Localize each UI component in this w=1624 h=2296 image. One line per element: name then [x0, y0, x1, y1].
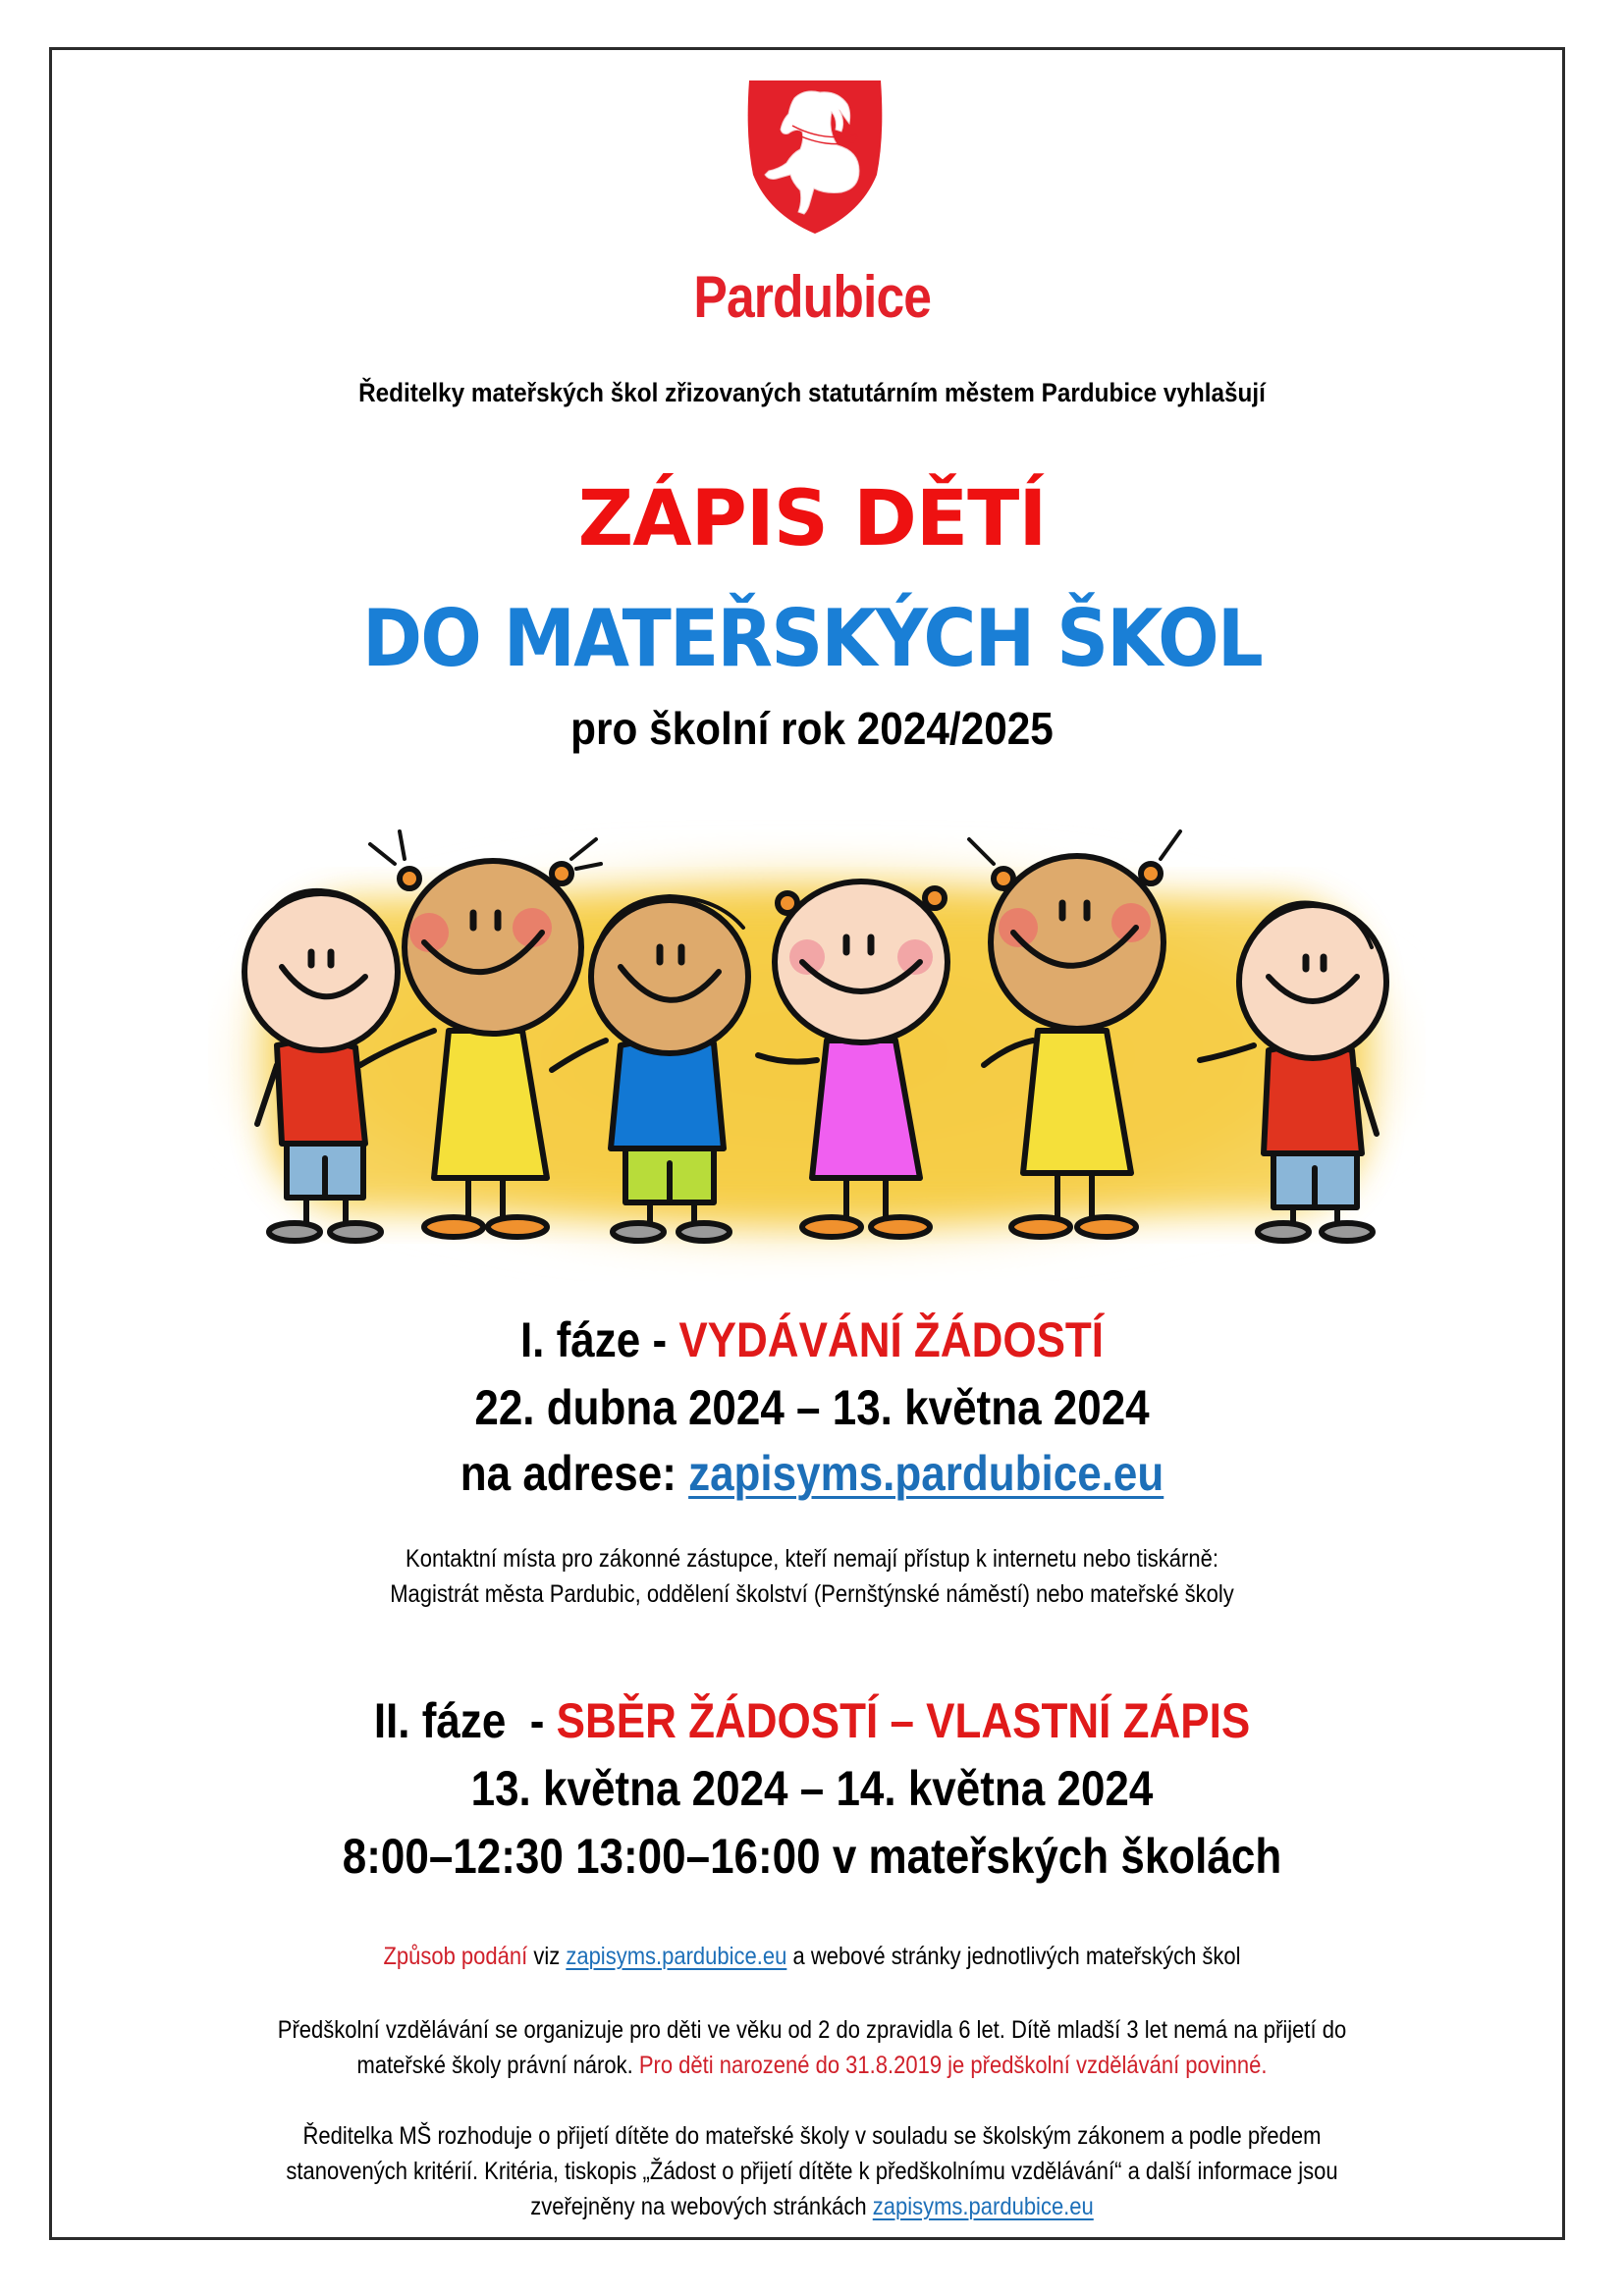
phase-2-label: II. fáze -: [373, 1693, 557, 1748]
phase-1-heading: [97, 1311, 1527, 1368]
children-illustration: [208, 820, 1426, 1281]
phase-2-dates: 13. května 2024 – 14. května 2024: [470, 1761, 1154, 1816]
school-year-subtitle: pro školní rok 2024/2025: [570, 703, 1054, 754]
director-line-1: Ředitelka MŠ rozhoduje o přijetí dítěte do mateřské školy v souladu se školským zákonem a podle předem: [302, 2122, 1322, 2150]
phase-1-name: VYDÁVÁNÍ ŽÁDOSTÍ: [678, 1312, 1105, 1367]
zapisyms-link[interactable]: zapisyms.pardubice.eu: [688, 1446, 1164, 1501]
director-info: [97, 2118, 1527, 2224]
preschool-line-2: [97, 2048, 1527, 2083]
logo-wordmark: Pardubice: [693, 264, 932, 330]
address-label: na adrese:: [460, 1446, 689, 1501]
title-line-2: DO MATEŘSKÝCH ŠKOL: [362, 593, 1262, 684]
mandatory-notice: Pro děti narozené do 31.8.2019 je předškolní vzdělávání povinné.: [638, 2052, 1268, 2079]
contact-line-1: Kontaktní místa pro zákonné zástupce, kteří nemají přístup k internetu nebo tiskárně:: [406, 1545, 1218, 1573]
submission-mid: viz: [527, 1943, 567, 1970]
phase-1-address: [97, 1445, 1527, 1502]
contact-line-2: Magistrát města Pardubic, oddělení školství (Pernštýnské náměstí) nebo mateřské školy: [390, 1580, 1234, 1608]
director-line-3-text: zveřejněny na webových stránkách: [530, 2193, 873, 2220]
preschool-line-2-text: mateřské školy právní nárok.: [356, 2052, 639, 2079]
director-line-3: [97, 2189, 1527, 2224]
preschool-info: [97, 2012, 1527, 2083]
director-line-2: stanovených kritérií. Kritéria, tiskopis „Žádost o přijetí dítěte k předškolnímu vzdělávání“ a další informace jsou: [286, 2158, 1338, 2185]
submission-method-label: Způsob podání: [383, 1943, 528, 1970]
phase-2-name: SBĚR ŽÁDOSTÍ – VLASTNÍ ZÁPIS: [556, 1693, 1251, 1748]
phase-1-dates: 22. dubna 2024 – 13. května 2024: [474, 1380, 1150, 1435]
phase-1-label: I. fáze -: [519, 1312, 679, 1367]
intro-text: Ředitelky mateřských škol zřizovaných statutárním městem Pardubice vyhlašují: [358, 378, 1266, 407]
preschool-line-1: Předškolní vzdělávání se organizuje pro děti ve věku od 2 do zpravidla 6 let. Dítě mladší 3 let nemá na přijetí do: [277, 2016, 1347, 2044]
pardubice-coat-of-arms-horse-icon: [743, 77, 887, 236]
submission-info: [97, 1939, 1527, 1974]
contact-info: [97, 1541, 1527, 1612]
phase-2-hours: 8:00–12:30 13:00–16:00 v mateřských školách: [342, 1829, 1282, 1884]
director-link[interactable]: zapisyms.pardubice.eu: [872, 2193, 1094, 2220]
phase-2-heading: [97, 1692, 1527, 1749]
submission-link[interactable]: zapisyms.pardubice.eu: [566, 1943, 787, 1970]
title-line-1: ZÁPIS DĚTÍ: [577, 475, 1047, 563]
submission-rest: a webové stránky jednotlivých mateřských škol: [786, 1943, 1241, 1970]
